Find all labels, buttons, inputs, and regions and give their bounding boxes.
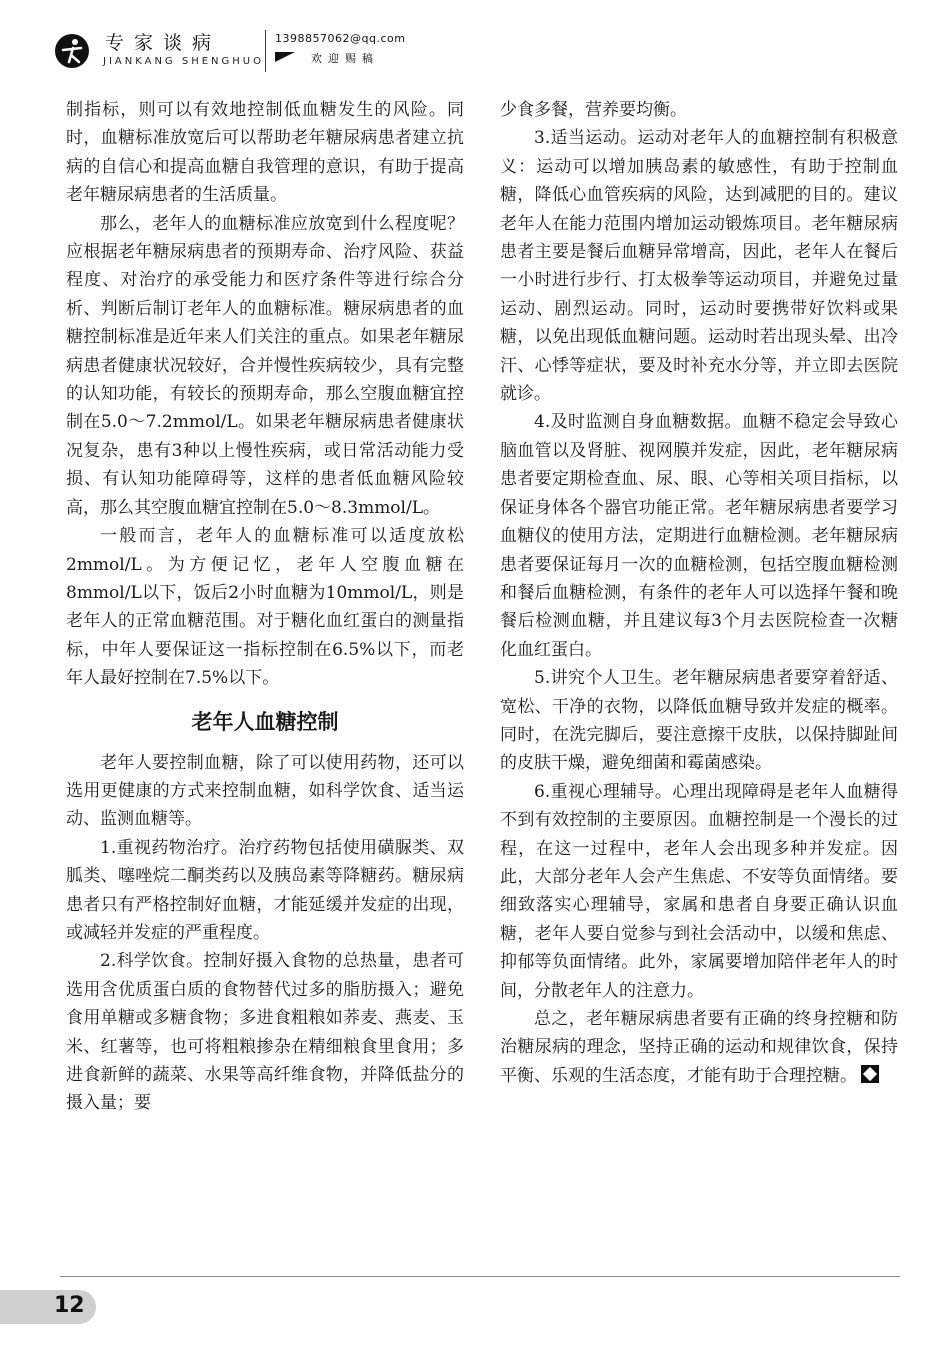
page-number: 12	[54, 1293, 85, 1318]
paragraph: 那么，老年人的血糖标准应放宽到什么程度呢？应根据老年糖尿病患者的预期寿命、治疗风险、获益程度、对治疗的承受能力和医疗条件等进行综合分析、判断后制订老年人的血糖标准。糖尿病患者的血糖控制标准是近年来人们关注的重点。如果老年糖尿病患者健康状况较好，合并慢性疾病较少，具有完整的认知功能，有较长的预期寿命，那么空腹血糖宜控制在5.0～7.2mmol/L。如果老年糖尿病患者健康状况复杂，患有3种以上慢性疾病，或日常活动能力受损、有认知功能障碍等，这样的患者低血糖风险较高，那么其空腹血糖宜控制在5.0～8.3mmol/L。	[66, 213, 464, 518]
paragraph: 1.重视药物治疗。治疗药物包括使用磺脲类、双胍类、噻唑烷二酮类药以及胰岛素等降糖药。糖尿病患者只有严格控制好血糖，才能延缓并发症的出现，或减轻并发症的严重程度。	[66, 837, 464, 943]
paragraph: 6.重视心理辅导。心理出现障碍是老年人血糖得不到有效控制的主要原因。血糖控制是一个漫长的过程，在这一过程中，老年人会出现多种并发症。因此，大部分老年人会产生焦虑、不安等负面情绪。要细致落实心理辅导，家属和患者自身要正确认识血糖，老年人要自觉参与到社会活动中，以缓和焦虑、抑郁等负面情绪。此外，家属要增加陪伴老年人的时间，分散老年人的注意力。	[500, 781, 898, 1001]
closing-text: 总之，老年糖尿病患者要有正确的终身控糖和防治糖尿病的理念，坚持正确的运动和规律饮食，保持平衡、乐观的生活态度，才能有助于合理控糖。	[500, 1009, 898, 1086]
header-divider	[265, 30, 266, 72]
paragraph: 5.讲究个人卫生。老年糖尿病患者要穿着舒适、宽松、干净的衣物，以降低血糖导致并发症的概率。同时，在洗完脚后，要注意擦干皮肤，以保持脚趾间的皮肤干燥，避免细菌和霉菌感染。	[500, 668, 898, 774]
paragraph: 3.适当运动。运动对老年人的血糖控制有积极意义：运动可以增加胰岛素的敏感性，有助于控制血糖，降低心血管疾病的风险，达到减肥的目的。建议老年人在能力范围内增加运动锻炼项目。老年糖尿病患者主要是餐后血糖异常增高，因此，老年人在餐后一小时进行步行、打太极拳等运动项目，并避免过量运动、剧烈运动。同时，运动时要携带好饮料或果糖，以免出现低血糖问题。运动时若出现头晕、出冷汗、心悸等症状，要及时补充水分等，并立即去医院就诊。	[500, 128, 898, 405]
section-title: 老年人血糖控制	[191, 709, 339, 734]
logo-icon	[55, 34, 89, 68]
contact-email: 1398857062@qq.com	[275, 32, 406, 45]
right-column	[500, 96, 898, 1090]
paragraph: 少食多餐，营养要均衡。	[500, 100, 687, 120]
column-subtitle: JIANKANG SHENGHUO	[103, 56, 264, 67]
page-header	[55, 20, 455, 80]
paragraph: 4.及时监测自身血糖数据。血糖不稳定会导致心脑血管以及肾脏、视网膜并发症，因此，老年糖尿病患者要定期检查血、尿、眼、心等相关项目指标，以保证身体各个器官功能正常。老年糖尿病患者要学习血糖仪的使用方法，定期进行血糖检测。老年糖尿病患者要保证每月一次的血糖检测，包括空腹血糖检测和餐后血糖检测，有条件的老年人可以选择午餐和晚餐后检测血糖，并且建议每3个月去医院检查一次糖化血红蛋白。	[500, 412, 898, 660]
left-column	[66, 96, 464, 1118]
column-title: 专家谈病	[105, 32, 222, 54]
paragraph: 老年人要控制血糖，除了可以使用药物，还可以选用更健康的方式来控制血糖，如科学饮食、适当运动、监测血糖等。	[66, 752, 464, 830]
triangle-icon	[275, 52, 295, 62]
footer-divider	[60, 1276, 900, 1277]
welcome-text: 欢迎赐稿	[311, 52, 379, 65]
end-mark-icon	[861, 1065, 879, 1083]
closing-paragraph	[500, 1005, 898, 1090]
paragraph: 一般而言，老年人的血糖标准可以适度放松2mmol/L。为方便记忆，老年人空腹血糖在8mmol/L以下，饭后2小时血糖为10mmol/L，则是老年人的正常血糖范围。对于糖化血红蛋白的测量指标，中年人要保证这一指标控制在6.5%以下，而老年人最好控制在7.5%以下。	[66, 526, 464, 689]
paragraph: 制指标，则可以有效地控制低血糖发生的风险。同时，血糖标准放宽后可以帮助老年糖尿病患者建立抗病的自信心和提高血糖自我管理的意识，有助于提高老年糖尿病患者的生活质量。	[66, 100, 464, 206]
paragraph: 2.科学饮食。控制好摄入食物的总热量，患者可选用含优质蛋白质的食物替代过多的脂肪摄入；避免食用单糖或多糖食物；多进食粗粮如荞麦、燕麦、玉米、红薯等，也可将粗粮掺杂在精细粮食里食用；多进食新鲜的蔬菜、水果等高纤维食物，并降低盐分的摄入量；要	[66, 951, 464, 1114]
